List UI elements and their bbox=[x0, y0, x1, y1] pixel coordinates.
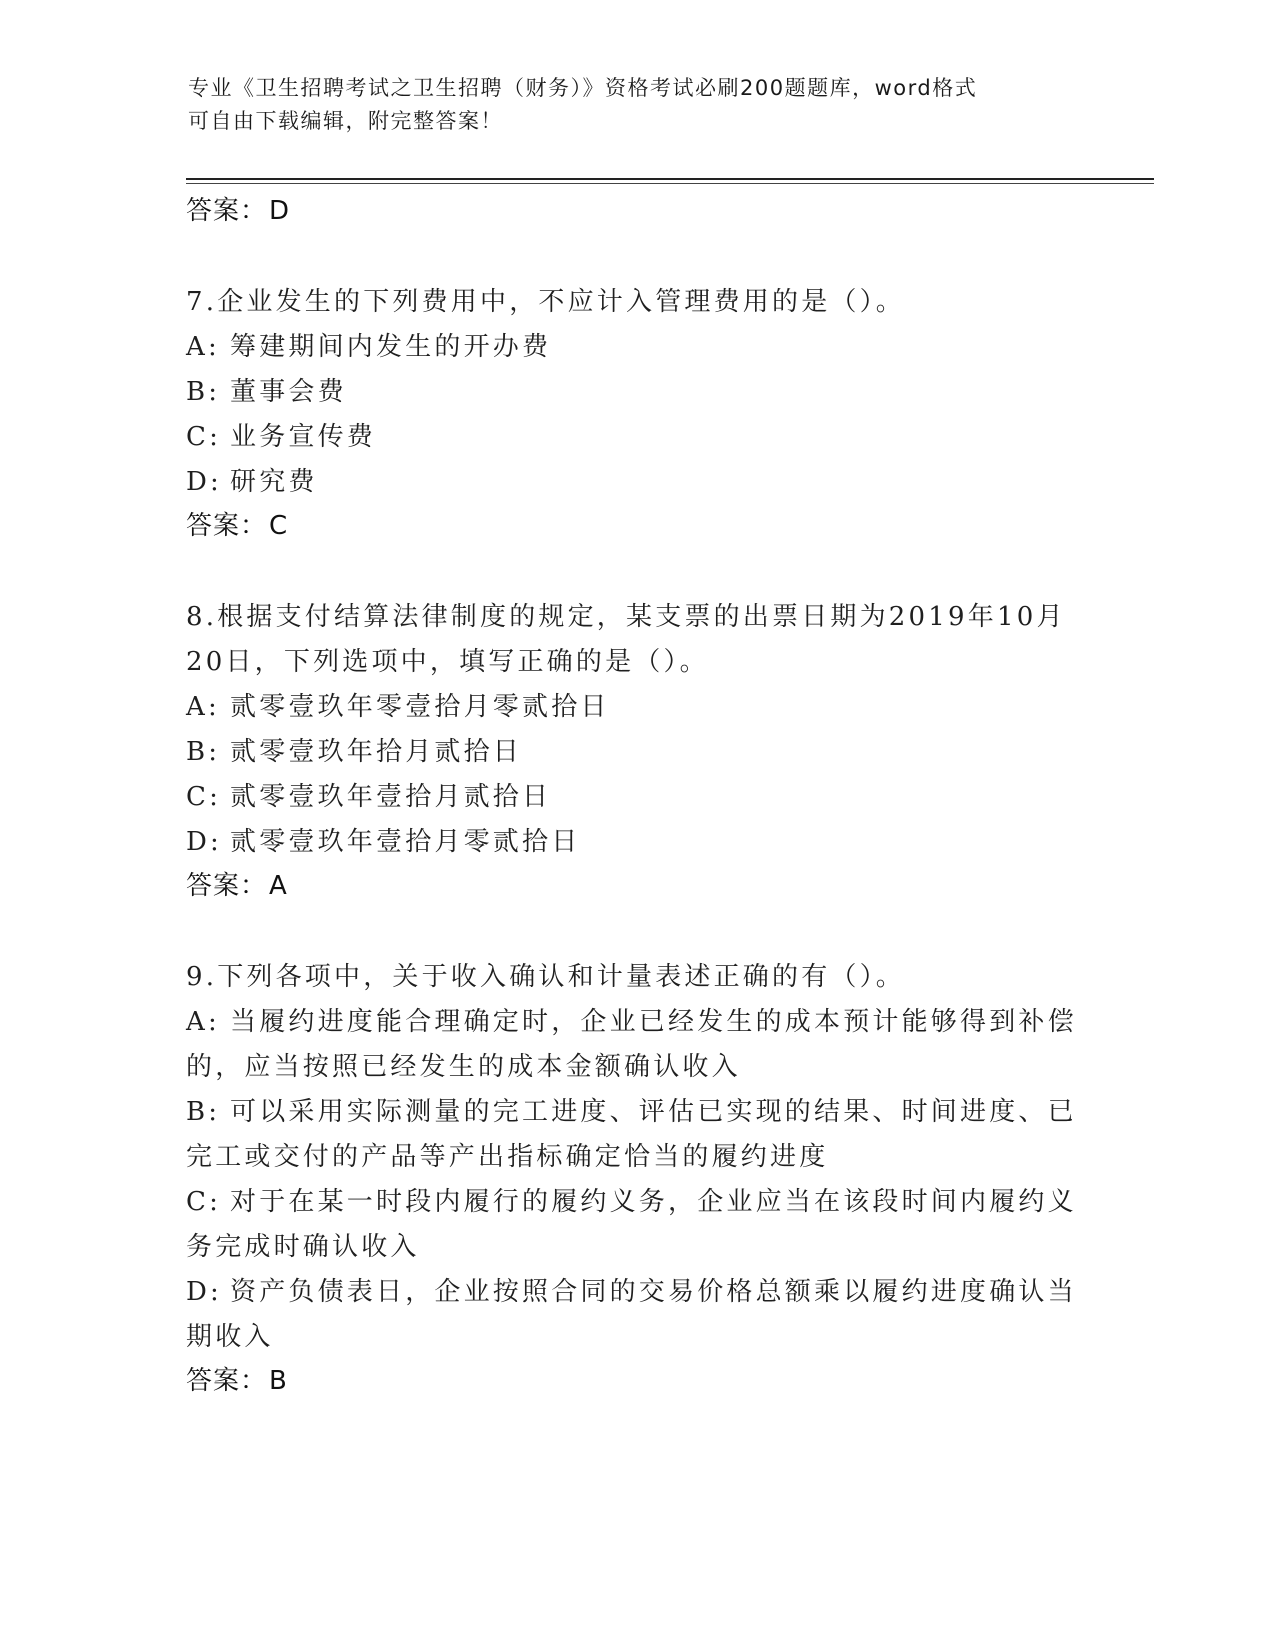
option-a bbox=[186, 685, 1086, 730]
option-key: B: bbox=[186, 1097, 221, 1127]
option-d bbox=[186, 460, 1086, 505]
option-c bbox=[186, 415, 1086, 460]
header-line-1: 专业《卫生招聘考试之卫生招聘（财务）》资格考试必刷200题题库，word格式 bbox=[188, 76, 978, 100]
header-divider-thin bbox=[186, 183, 1154, 184]
question-stem-line: 20日，下列选项中，填写正确的是（）。 bbox=[186, 647, 709, 677]
question-answer bbox=[186, 865, 1086, 907]
option-key: A: bbox=[186, 1007, 220, 1037]
option-b bbox=[186, 370, 1086, 415]
answer-label: 答案： bbox=[186, 871, 268, 901]
option-key: B: bbox=[186, 737, 221, 767]
header-line-2: 可自由下载编辑，附完整答案！ bbox=[188, 109, 503, 133]
question-8 bbox=[186, 595, 1086, 907]
option-text: 对于在某一时段内履行的履约义务，企业应当在该段时间内履约义 bbox=[230, 1187, 1077, 1217]
answer-label: 答案： bbox=[186, 196, 268, 226]
option-text: 贰零壹玖年拾月贰拾日 bbox=[230, 737, 523, 767]
option-text: 筹建期间内发生的开办费 bbox=[230, 332, 552, 362]
option-key: C: bbox=[186, 422, 222, 452]
question-9 bbox=[186, 955, 1086, 1402]
question-list bbox=[186, 190, 1086, 1402]
option-key: A: bbox=[186, 692, 220, 722]
previous-answer bbox=[186, 190, 1086, 232]
option-key: B: bbox=[186, 377, 221, 407]
option-text: 贰零壹玖年壹拾月贰拾日 bbox=[230, 782, 552, 812]
option-text: 董事会费 bbox=[230, 377, 347, 407]
document-header bbox=[188, 72, 1068, 138]
option-a bbox=[186, 1000, 1086, 1045]
option-a-continuation: 的，应当按照已经发生的成本金额确认收入 bbox=[186, 1052, 741, 1082]
option-key: D: bbox=[186, 1277, 223, 1307]
option-c bbox=[186, 1180, 1086, 1225]
option-key: D: bbox=[186, 467, 223, 497]
option-key: A: bbox=[186, 332, 220, 362]
option-b bbox=[186, 1090, 1086, 1135]
option-d-continuation: 期收入 bbox=[186, 1322, 274, 1352]
answer-value: D bbox=[269, 196, 291, 226]
option-key: C: bbox=[186, 782, 222, 812]
option-text: 当履约进度能合理确定时，企业已经发生的成本预计能够得到补偿 bbox=[230, 1007, 1077, 1037]
option-text: 贰零壹玖年零壹拾月零贰拾日 bbox=[230, 692, 610, 722]
option-c bbox=[186, 775, 1086, 820]
option-d bbox=[186, 820, 1086, 865]
option-text: 业务宣传费 bbox=[230, 422, 377, 452]
answer-value: B bbox=[269, 1366, 288, 1396]
option-d bbox=[186, 1270, 1086, 1315]
answer-label: 答案： bbox=[186, 1366, 268, 1396]
option-b-continuation: 完工或交付的产品等产出指标确定恰当的履约进度 bbox=[186, 1142, 829, 1172]
question-answer bbox=[186, 505, 1086, 547]
option-a bbox=[186, 325, 1086, 370]
header-divider-thick bbox=[186, 178, 1154, 180]
question-stem-line: 8.根据支付结算法律制度的规定，某支票的出票日期为2019年10月 bbox=[186, 602, 1066, 632]
question-stem-line: 7.企业发生的下列费用中，不应计入管理费用的是（）。 bbox=[186, 287, 906, 317]
answer-value: C bbox=[269, 511, 289, 541]
option-key: C: bbox=[186, 1187, 222, 1217]
option-text: 研究费 bbox=[230, 467, 318, 497]
option-text: 可以采用实际测量的完工进度、评估已实现的结果、时间进度、已 bbox=[230, 1097, 1077, 1127]
question-answer bbox=[186, 1360, 1086, 1402]
option-c-continuation: 务完成时确认收入 bbox=[186, 1232, 420, 1262]
question-stem-line: 9.下列各项中，关于收入确认和计量表述正确的有（）。 bbox=[186, 962, 906, 992]
question-7 bbox=[186, 280, 1086, 547]
option-b bbox=[186, 730, 1086, 775]
answer-label: 答案： bbox=[186, 511, 268, 541]
answer-value: A bbox=[269, 871, 288, 901]
option-text: 资产负债表日，企业按照合同的交易价格总额乘以履约进度确认当 bbox=[230, 1277, 1077, 1307]
option-text: 贰零壹玖年壹拾月零贰拾日 bbox=[230, 827, 581, 857]
option-key: D: bbox=[186, 827, 223, 857]
